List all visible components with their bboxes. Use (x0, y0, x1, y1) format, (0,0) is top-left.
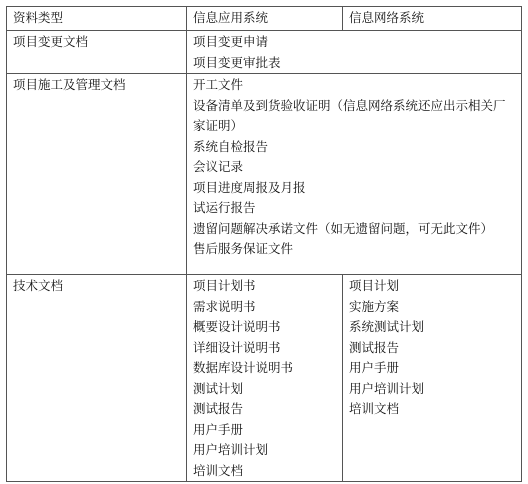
list-item: 培训文档 (193, 462, 244, 478)
list-item: 项目计划 (349, 278, 400, 293)
list-item: 项目计划书 (193, 278, 256, 293)
list-item: 数据库设计说明书 (193, 360, 294, 375)
list-item: 项目变更审批表 (193, 54, 281, 70)
document-table (6, 6, 522, 482)
list-item: 售后服务保证文件 (193, 241, 294, 256)
header-doc-type: 资料类型 (7, 7, 187, 31)
list-item: 测试报告 (349, 339, 400, 355)
list-item: 实施方案 (349, 298, 400, 314)
network-system-cell (343, 275, 522, 482)
header-network-system: 信息网络系统 (343, 7, 522, 31)
app-system-cell (187, 275, 343, 482)
list-item: 用户培训计划 (349, 380, 425, 396)
shared-cell (187, 74, 522, 275)
list-item: 概要设计说明书 (193, 319, 281, 334)
list-item: 用户手册 (349, 360, 400, 375)
list-item: 用户手册 (193, 421, 244, 437)
list-item: 项目变更申请 (193, 34, 269, 49)
header-row (7, 7, 522, 31)
table-row (7, 275, 522, 482)
list-item: 需求说明书 (193, 298, 256, 314)
list-item: 测试计划 (193, 380, 244, 396)
list-item: 培训文档 (349, 401, 400, 416)
list-item: 项目进度周报及月报 (193, 179, 306, 195)
list-item: 遗留问题解决承诺文件（如无遗留问题，可无此文件） (193, 220, 494, 236)
list-item: 测试报告 (193, 401, 244, 416)
list-item: 系统测试计划 (349, 319, 425, 334)
list-item: 用户培训计划 (193, 442, 269, 457)
row-type-label: 项目施工及管理文档 (7, 74, 187, 275)
list-item: 系统自检报告 (193, 138, 269, 154)
list-item: 试运行报告 (193, 200, 256, 215)
shared-cell (187, 31, 522, 74)
table-row (7, 31, 522, 74)
list-item: 会议记录 (193, 159, 244, 174)
row-type-label: 技术文档 (7, 275, 187, 482)
list-item: 设备清单及到货验收证明（信息网络系统还应出示相关厂家证明） (193, 97, 506, 133)
list-item: 详细设计说明书 (193, 339, 281, 355)
table-row (7, 74, 522, 275)
row-type-label: 项目变更文档 (7, 31, 187, 74)
header-app-system: 信息应用系统 (187, 7, 343, 31)
list-item: 开工文件 (193, 77, 244, 92)
